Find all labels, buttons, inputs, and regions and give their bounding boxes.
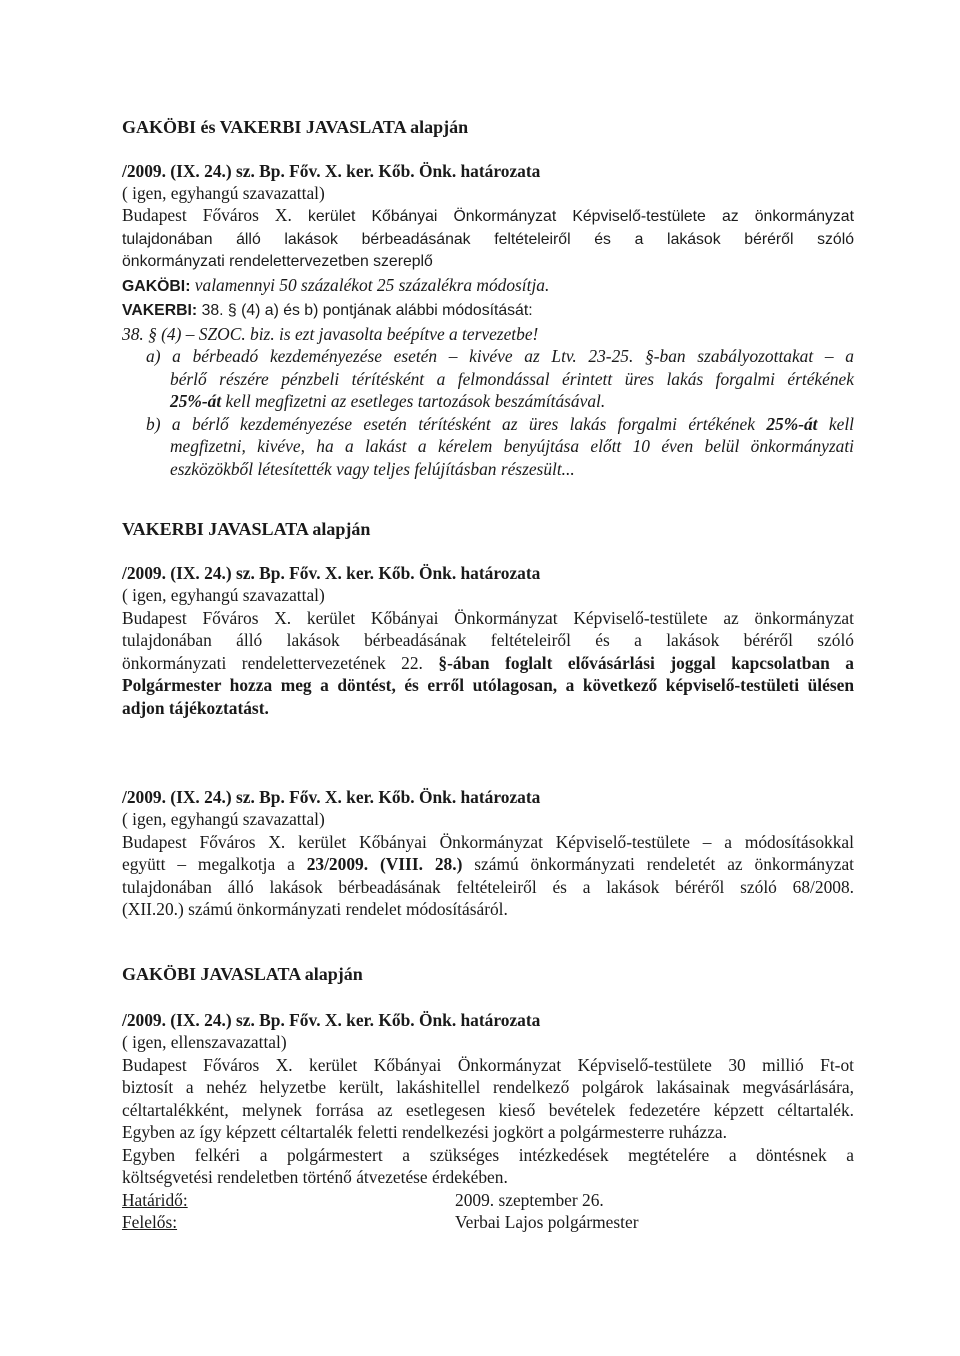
section1-szoc-note: 38. § (4) – SZOC. biz. is ezt javasolta beépítve a tervezetbe!: [122, 323, 539, 344]
point-b-line1: [122, 413, 854, 436]
deadline-label: Határidő:: [122, 1189, 188, 1210]
section2-line5: adjon tájékoztatást.: [122, 697, 269, 718]
point-b-line2: megfizetni, kivéve, ha a lakást a kérelem benyújtása előtt 10 éven belül önkormányzati: [170, 436, 854, 456]
section1-vote: ( igen, egyhangú szavazattal): [122, 183, 325, 203]
section2-vote: ( igen, egyhangú szavazattal): [122, 585, 325, 605]
deadline-value: 2009. szeptember 26.: [455, 1189, 604, 1210]
point-b-text: b) a bérlő kezdeményezése esetén térítésként az üres lakás forgalmi értékének: [146, 413, 767, 434]
section4-body: [122, 1031, 854, 1234]
gakobi-label: GAKÖBI:: [122, 277, 191, 295]
section3-line2-c: számú önkormányzati rendeletét az önkormányzat: [462, 854, 854, 874]
section1-heading: GAKÖBI és VAKERBI JAVASLATA alapján: [122, 117, 469, 137]
section3-line1: Budapest Főváros X. kerület Kőbányai Önkormányzat Képviselő-testülete – a módosításokkal: [122, 831, 854, 852]
section1-line1: [122, 204, 854, 229]
section2-body: [122, 584, 854, 719]
section3-line4: (XII.20.) számú önkormányzati rendelet módosításáról.: [122, 899, 508, 919]
section2-line4: Polgármester hozza meg a döntést, és erről utólagosan, a következő képviselő-testületi ülésen: [122, 675, 854, 695]
point-a-line1: a) a bérbeadó kezdeményezése esetén – kivéve az Ltv. 23-25. §-ban szabályozottakat – a: [146, 346, 854, 366]
section2-line2: tulajdonában álló lakások bérbeadásának feltételeiről és a lakások béréről szóló: [122, 630, 854, 650]
section4-line5: Egyben felkéri a polgármestert a szükséges intézkedések megtételére a döntésnek a: [122, 1144, 854, 1165]
section1-body: [122, 204, 854, 480]
section4-vote: ( igen, ellenszavazattal): [122, 1032, 287, 1052]
section4-line1: Budapest Főváros X. kerület Kőbányai Önkormányzat Képviselő-testülete 30 millió Ft-ot: [122, 1054, 854, 1075]
gakobi-text: valamennyi 50 százalékot 25 százalékra módosítja.: [190, 274, 550, 295]
vakerbi-label: VAKERBI:: [122, 302, 198, 319]
section3-body: [122, 808, 854, 921]
vakerbi-text: 38. § (4) a) és b) pontjának alábbi módosítását:: [197, 302, 533, 319]
responsible-value: Verbai Lajos polgármester: [455, 1212, 639, 1232]
point-a-rest: kell megfizetni az esetleges tartozások beszámításával.: [221, 391, 606, 411]
section4-line4: Egyben az így képzett céltartalék feletti rendelkezési jogkört a polgármesterre ruházza.: [122, 1122, 727, 1142]
point-a-percent: 25%-át: [170, 391, 222, 411]
section4-heading: GAKÖBI JAVASLATA alapján: [122, 964, 363, 984]
section2-line3-a: önkormányzati rendelettervezetének 22.: [122, 652, 439, 673]
point-a-line2: bérlő részére pénzbeli térítésként a felmondással érintett üres lakás forgalmi értékének: [170, 368, 854, 389]
point-a-line3: [122, 390, 854, 413]
section1-line3: önkormányzati rendelettervezetben szereplő: [122, 253, 433, 270]
responsible-label: Felelős:: [122, 1212, 178, 1232]
section2-line1: Budapest Főváros X. kerület Kőbányai Önkormányzat Képviselő-testülete az önkormányzat: [122, 607, 854, 628]
section3-vote: ( igen, egyhangú szavazattal): [122, 809, 325, 829]
section4-line3: céltartalékként, melynek forrása az esetlegesen kieső bevételek fedezetére képzett céltartalék.: [122, 1099, 854, 1120]
section4-resolution: /2009. (IX. 24.) sz. Bp. Főv. X. ker. Kőb. Önk. határozata: [122, 1010, 541, 1030]
section4-line2: biztosít a nehéz helyzetbe került, lakáshitellel rendelkező polgárok lakásainak megvásárlására,: [122, 1077, 854, 1097]
section3-line2: [122, 853, 854, 876]
section1-line1-a: Budapest Főváros X.: [122, 205, 292, 225]
section2-resolution: /2009. (IX. 24.) sz. Bp. Főv. X. ker. Kőb. Önk. határozata: [122, 563, 541, 583]
section1-resolution: /2009. (IX. 24.) sz. Bp. Főv. X. ker. Kőb. Önk. határozata: [122, 161, 541, 181]
point-b-tail: kell: [817, 413, 854, 434]
section3-line3: tulajdonában álló lakások bérbeadásának feltételeiről és a lakások béréről szóló 68/2008.: [122, 876, 854, 897]
deadline-row: [122, 1189, 854, 1212]
point-b-line3: eszközökből létesítették vagy teljes felújításban részesült...: [170, 458, 575, 479]
section2-line3-b: §-ában foglalt elővásárlási joggal kapcsolatban a: [438, 652, 854, 673]
point-b-percent: 25%-át: [766, 413, 818, 434]
section1-gakobi: [122, 274, 854, 299]
section2-line3: [122, 652, 854, 675]
section4-line6: költségvetési rendeletben történő átvezetése érdekében.: [122, 1167, 508, 1187]
responsible-row: [122, 1211, 854, 1234]
section1-vakerbi: [122, 298, 854, 323]
section1-line1-b: kerület Kőbányai Önkormányzat Képviselő-testülete az önkormányzat: [291, 208, 854, 225]
section3-line2-a: együtt – megalkotja a: [122, 854, 307, 874]
section1-line2: tulajdonában álló lakások bérbeadásának feltételeiről és a lakások béréről szóló: [122, 230, 854, 248]
section3-resolution: /2009. (IX. 24.) sz. Bp. Főv. X. ker. Kőb. Önk. határozata: [122, 787, 541, 807]
section2-heading: VAKERBI JAVASLATA alapján: [122, 519, 371, 539]
section3-decree-number: 23/2009. (VIII. 28.): [306, 854, 463, 874]
